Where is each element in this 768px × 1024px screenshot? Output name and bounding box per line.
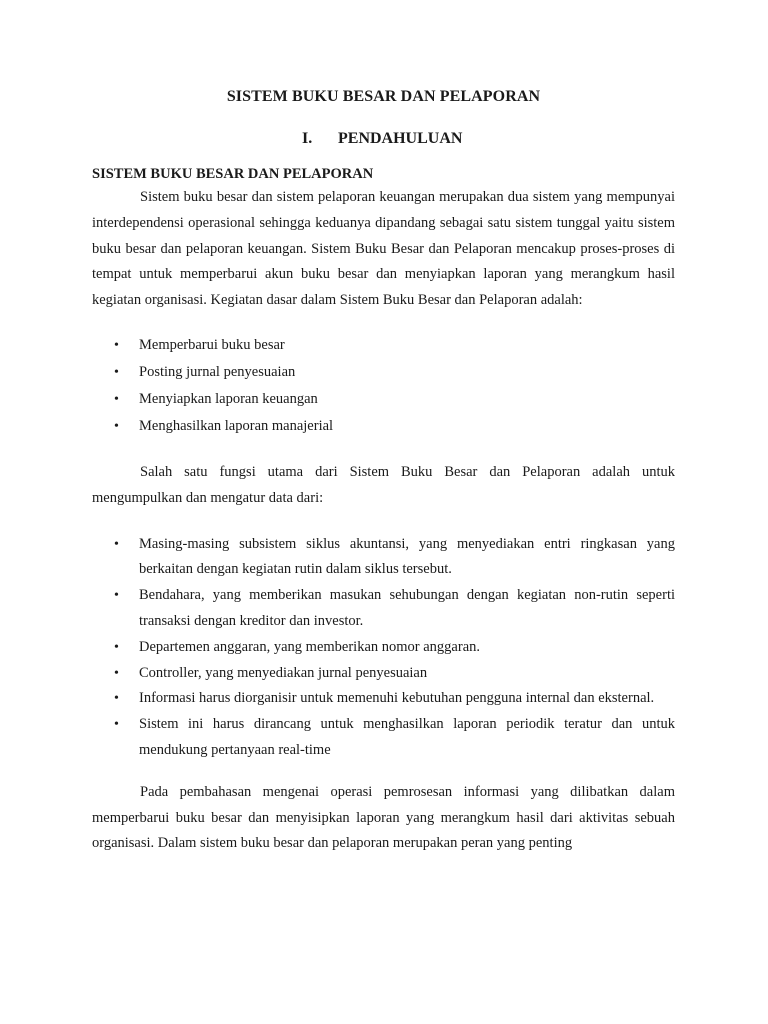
list-item xyxy=(92,583,675,635)
list-item xyxy=(92,332,675,359)
subheading: SISTEM BUKU BESAR DAN PELAPORAN xyxy=(92,166,374,182)
list-item xyxy=(92,359,675,386)
bullet-icon: • xyxy=(114,691,119,707)
activity-list xyxy=(92,332,675,440)
list-item xyxy=(92,386,675,413)
list-item-text: Sistem ini harus dirancang untuk menghasilkan laporan periodik teratur dan untuk mendukung pertanyaan real-time xyxy=(139,716,675,758)
bullet-icon: • xyxy=(114,717,119,733)
list-item xyxy=(92,635,675,661)
paragraph-intro: Sistem buku besar dan sistem pelaporan keuangan merupakan dua sistem yang mempunyai interdependensi operasional sehingga keduanya dipandang sebagai satu sistem tunggal yaitu sistem buku besar dan pelaporan keuangan. Sistem Buku Besar dan Pelaporan mencakup proses-proses di tempat untuk memperbarui akun buku besar dan menyiapkan laporan yang merangkum hasil kegiatan organisasi. Kegiatan dasar dalam Sistem Buku Besar dan Pelaporan adalah: xyxy=(92,189,675,309)
section-title: PENDAHULUAN xyxy=(338,130,463,147)
list-item xyxy=(92,712,675,764)
section-heading xyxy=(92,128,675,150)
list-item-text: Menghasilkan laporan manajerial xyxy=(139,417,334,434)
list-item-text: Memperbarui buku besar xyxy=(139,336,285,353)
list-item-text: Controller, yang menyediakan jurnal penyesuaian xyxy=(139,664,428,681)
list-item-text: Departemen anggaran, yang memberikan nomor anggaran. xyxy=(139,638,481,655)
document-page xyxy=(92,86,675,857)
bullet-icon: • xyxy=(114,665,119,681)
bullet-icon: • xyxy=(114,337,119,353)
bullet-icon: • xyxy=(114,639,119,655)
bullet-icon: • xyxy=(114,364,119,380)
section-number: I. xyxy=(302,130,313,147)
list-item xyxy=(92,413,675,440)
list-item-text: Masing-masing subsistem siklus akuntansi, yang menyediakan entri ringkasan yang berkaitan dengan kegiatan rutin dalam siklus tersebut. xyxy=(139,535,675,578)
bullet-icon: • xyxy=(114,418,119,434)
list-item-text: Menyiapkan laporan keuangan xyxy=(139,390,318,407)
document-title: SISTEM BUKU BESAR DAN PELAPORAN xyxy=(226,88,541,105)
bullet-icon: • xyxy=(114,536,119,552)
list-item xyxy=(92,661,675,687)
list-item-text: Informasi harus diorganisir untuk memenuhi kebutuhan pengguna internal dan eksternal. xyxy=(139,690,655,707)
bullet-icon: • xyxy=(114,391,119,407)
bullet-icon: • xyxy=(114,588,119,604)
paragraph-processing: Pada pembahasan mengenai operasi pemrosesan informasi yang dilibatkan dalam memperbarui buku besar dan menyisipkan laporan yang merangkum hasil dari aktivitas sebuah organisasi. Dalam sistem buku besar dan pelaporan merupakan peran yang penting xyxy=(92,783,675,852)
data-source-list xyxy=(92,532,675,764)
paragraph-function: Salah satu fungsi utama dari Sistem Buku Besar dan Pelaporan adalah untuk mengumpulkan dan mengatur data dari: xyxy=(92,463,675,506)
list-item xyxy=(92,532,675,584)
list-item-text: Posting jurnal penyesuaian xyxy=(139,363,296,380)
list-item xyxy=(92,686,675,712)
list-item-text: Bendahara, yang memberikan masukan sehubungan dengan kegiatan non-rutin seperti transaksi dengan kreditor dan investor. xyxy=(139,587,675,629)
